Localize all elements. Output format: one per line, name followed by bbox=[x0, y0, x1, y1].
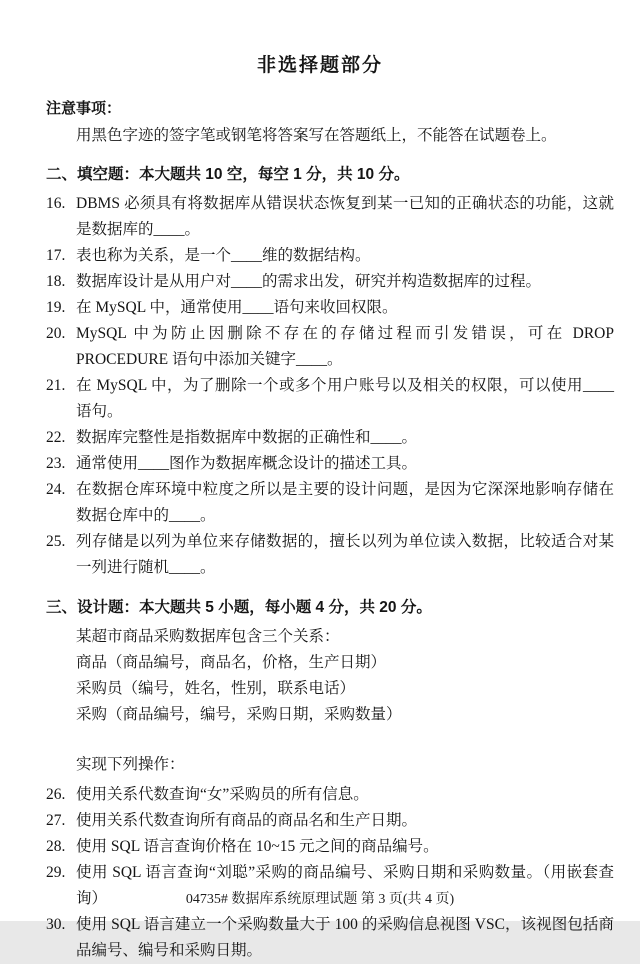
question-text: 在 MySQL 中，为了删除一个或多个用户账号以及相关的权限，可以使用____语句。 bbox=[76, 377, 614, 420]
question-row-17 bbox=[46, 243, 614, 269]
question-text: 使用关系代数查询所有商品的商品名和生产日期。 bbox=[76, 812, 418, 829]
design-intro: 某超市商品采购数据库包含三个关系： bbox=[76, 628, 340, 645]
question-number: 27. bbox=[46, 812, 66, 829]
question-row-28 bbox=[46, 834, 614, 860]
question-text: DBMS 必须具有将数据库从错误状态恢复到某一已知的正确状态的功能，这就是数据库的____。 bbox=[76, 195, 614, 238]
question-row-26 bbox=[46, 782, 614, 808]
question-row-22 bbox=[46, 425, 614, 451]
question-text: 在 MySQL 中，通常使用____语句来收回权限。 bbox=[76, 299, 398, 316]
question-text: 在数据仓库环境中粒度之所以是主要的设计问题，是因为它深深地影响存储在数据仓库中的____。 bbox=[76, 481, 614, 524]
section-heading-fill-in: 二、填空题：本大题共 10 空，每空 1 分，共 10 分。 bbox=[46, 166, 410, 183]
design-question-list bbox=[0, 782, 640, 964]
question-text: 使用 SQL 语言查询“刘聪”采购的商品编号、采购日期和采购数量。（用嵌套查询） bbox=[76, 864, 614, 907]
question-row-18 bbox=[46, 269, 614, 295]
question-number: 24. bbox=[46, 481, 66, 498]
question-number: 26. bbox=[46, 786, 66, 803]
question-text: 使用 SQL 语言查询价格在 10~15 元之间的商品编号。 bbox=[76, 838, 439, 855]
section-heading-design: 三、设计题：本大题共 5 小题，每小题 4 分，共 20 分。 bbox=[46, 599, 432, 616]
question-row-27 bbox=[46, 808, 614, 834]
relation-goods: 商品（商品编号，商品名，价格，生产日期） bbox=[76, 654, 387, 671]
question-number: 20. bbox=[46, 325, 66, 342]
question-number: 21. bbox=[46, 377, 66, 394]
question-text: 数据库设计是从用户对____的需求出发，研究并构造数据库的过程。 bbox=[76, 273, 542, 290]
question-row-20 bbox=[46, 321, 614, 373]
notice-body: 用黑色字迹的签字笔或钢笔将答案写在答题纸上，不能答在试题卷上。 bbox=[76, 127, 557, 144]
question-row-19 bbox=[46, 295, 614, 321]
question-text: 使用关系代数查询“女”采购员的所有信息。 bbox=[76, 786, 369, 803]
question-text: 通常使用____图作为数据库概念设计的描述工具。 bbox=[76, 455, 418, 472]
question-number: 23. bbox=[46, 455, 66, 472]
design-ops-label: 实现下列操作： bbox=[76, 756, 185, 773]
question-number: 22. bbox=[46, 429, 66, 446]
question-number: 17. bbox=[46, 247, 66, 264]
question-number: 18. bbox=[46, 273, 66, 290]
question-text: 表也称为关系，是一个____维的数据结构。 bbox=[76, 247, 371, 264]
question-row-23 bbox=[46, 451, 614, 477]
question-number: 16. bbox=[46, 195, 66, 212]
question-number: 28. bbox=[46, 838, 66, 855]
question-text: 使用 SQL 语言建立一个采购数量大于 100 的采购信息视图 VSC，该视图包括商品编号、编号和采购日期。 bbox=[76, 916, 614, 959]
question-row-25 bbox=[46, 529, 614, 581]
question-number: 30. bbox=[46, 916, 66, 933]
notice-heading: 注意事项： bbox=[46, 100, 122, 117]
question-row-16 bbox=[46, 191, 614, 243]
relation-purchase: 采购（商品编号，编号，采购日期，采购数量） bbox=[76, 706, 402, 723]
page-footer: 04735# 数据库系统原理试题 第 3 页(共 4 页) bbox=[185, 892, 455, 907]
question-number: 19. bbox=[46, 299, 66, 316]
page-title: 非选择题部分 bbox=[256, 55, 383, 76]
question-number: 25. bbox=[46, 533, 66, 550]
question-number: 29. bbox=[46, 864, 66, 881]
fill-in-question-list bbox=[0, 191, 640, 581]
question-text: 列存储是以列为单位来存储数据的，擅长以列为单位读入数据，比较适合对某一列进行随机____。 bbox=[76, 533, 614, 576]
question-row-21 bbox=[46, 373, 614, 425]
question-text: MySQL 中为防止因删除不存在的存储过程而引发错误，可在 DROP PROCEDURE 语句中添加关键字____。 bbox=[76, 325, 614, 368]
question-text: 数据库完整性是指数据库中数据的正确性和____。 bbox=[76, 429, 418, 446]
question-row-30 bbox=[46, 912, 614, 964]
relation-buyer: 采购员（编号，姓名，性别，联系电话） bbox=[76, 680, 356, 697]
question-row-24 bbox=[46, 477, 614, 529]
design-intro-block bbox=[0, 624, 640, 778]
